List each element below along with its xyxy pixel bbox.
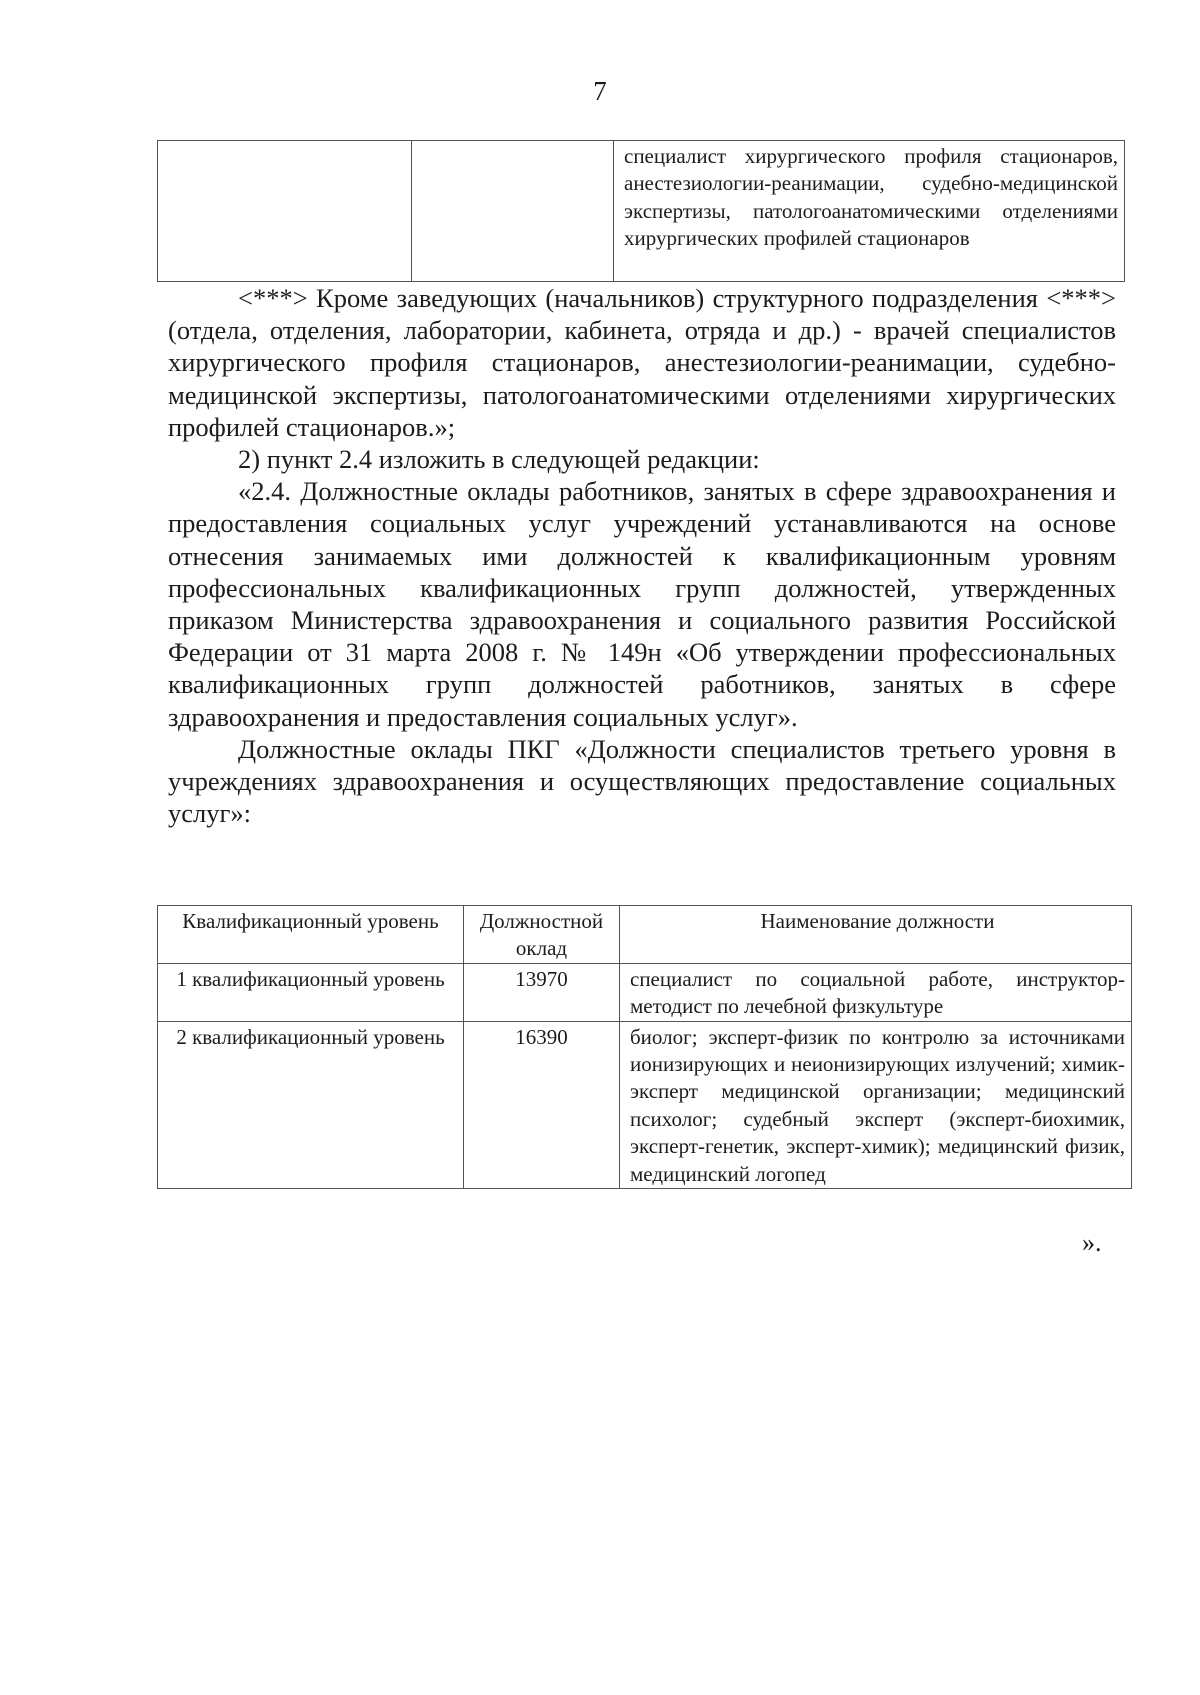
table-cell-empty-1 xyxy=(158,141,412,282)
table-cell-position-text: специалист хирургического профиля стационаров, анестезиологии-реанимации, судебно-медицинской экспертизы, патологоанатомическими отделениями хирургических профилей стационаров xyxy=(614,141,1125,282)
header-level: Квалификационный уровень xyxy=(158,906,464,964)
page-number: 7 xyxy=(593,76,607,106)
table-row xyxy=(158,963,1132,1021)
table-header-row xyxy=(158,906,1132,964)
table-row xyxy=(158,1021,1132,1188)
closing-quote: ». xyxy=(1082,1228,1102,1257)
cell-salary: 13970 xyxy=(464,963,620,1021)
cell-position: биолог; эксперт-физик по контролю за источниками ионизирующих и неионизирующих излучений; химик-эксперт медицинской организации; медицинский психолог; судебный эксперт (эксперт-биохимик, эксперт-генетик, эксперт-химик); медицинский физик, медицинский логопед xyxy=(620,1021,1132,1188)
table-row xyxy=(158,141,1125,282)
salary-intro-paragraph: Должностные оклады ПКГ «Должности специалистов третьего уровня в учреждениях здравоохранения и осуществляющих предоставление социальных услуг»: xyxy=(168,733,1116,829)
clause-paragraph: «2.4. Должностные оклады работников, занятых в сфере здравоохранения и предоставления социальных услуг учреждений устанавливаются на основе отнесения занимаемых ими должностей к квалификационным уровням профессиональных квалификационных групп должностей, утвержденных приказом Министерства здравоохранения и социального развития Российской Федерации от 31 марта 2008 г. № 149н «Об утверждении профессиональных квалификационных групп должностей работников, занятых в сфере здравоохранения и предоставления социальных услуг». xyxy=(168,476,1116,732)
cell-position: специалист по социальной работе, инструктор-методист по лечебной физкультуре xyxy=(620,963,1132,1021)
cell-salary: 16390 xyxy=(464,1021,620,1188)
footnote-paragraph: <***> Кроме заведующих (начальников) структурного подразделения <***> (отдела, отделения, лаборатории, кабинета, отряда и др.) - врачей специалистов хирургического профиля стационаров, анестезиологии-реанимации, судебно-медицинской экспертизы, патологоанатомическими отделениями хирургических профилей стационаров.»; xyxy=(168,283,1116,442)
cell-level: 1 квалификационный уровень xyxy=(158,963,464,1021)
document-body xyxy=(168,282,1116,829)
salary-table xyxy=(157,905,1132,1189)
header-salary: Должностной оклад xyxy=(464,906,620,964)
amendment-paragraph: 2) пункт 2.4 изложить в следующей редакции: xyxy=(238,444,760,475)
continuation-table xyxy=(157,140,1125,282)
cell-level: 2 квалификационный уровень xyxy=(158,1021,464,1188)
table-cell-empty-2 xyxy=(412,141,614,282)
header-position: Наименование должности xyxy=(620,906,1132,964)
